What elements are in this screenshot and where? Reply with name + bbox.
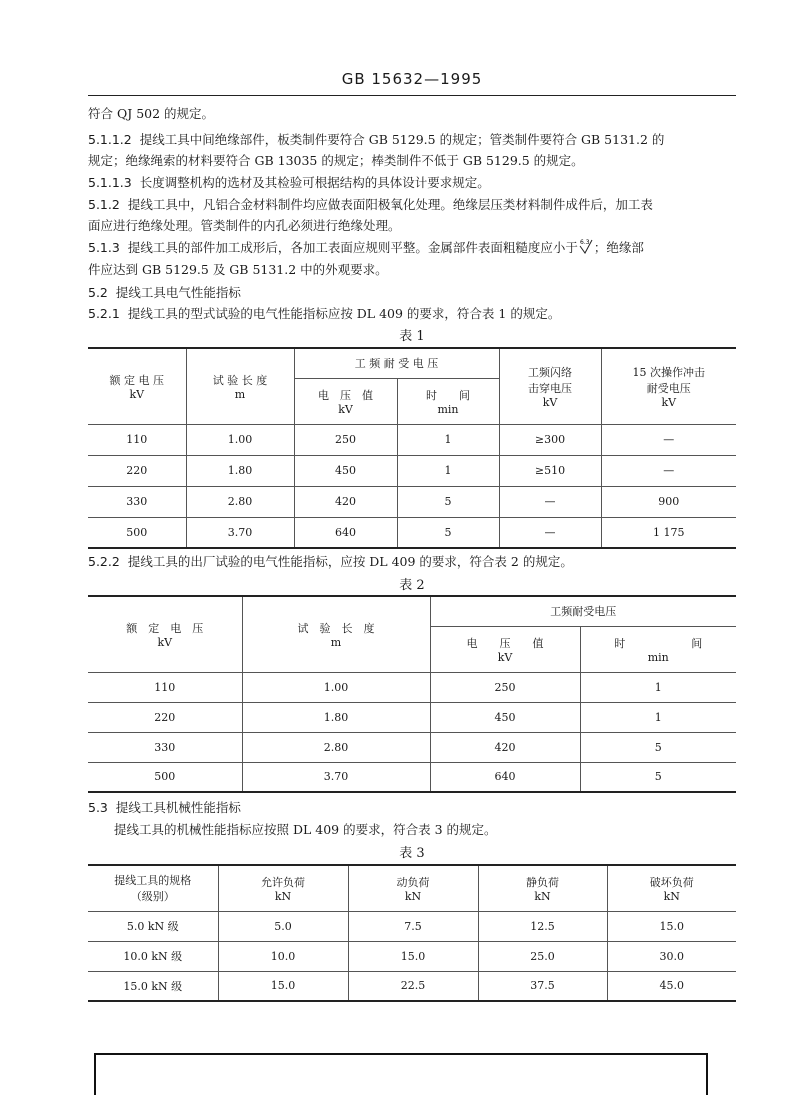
cell: 15.0 [607,911,736,941]
cell: 1 [397,455,499,486]
table2-caption: 表 2 [399,578,425,593]
cell: 45.0 [607,971,736,1001]
roughness-symbol [578,238,594,254]
cell: 450 [294,455,397,486]
cell: 330 [154,740,176,754]
cell: 7.5 [348,911,478,941]
clause-text: 提线工具的型式试验的电气性能指标应按 DL 409 的要求，符合表 1 的规定。 [127,306,561,321]
table-row [88,941,736,971]
clause-5-1-2-cont: 面应进行绝缘处理。管类制件的内孔必须进行绝缘处理。 [88,218,401,233]
cell: 1 [580,702,736,732]
clause-text-end: ；绝缘部 [593,240,644,255]
cell: 2.80 [242,732,430,762]
cell: 3.70 [186,517,294,548]
cell: 1.80 [186,455,294,486]
cell: 1.00 [242,672,430,702]
clause-text: 提线工具中，凡铝合金材料制件均应做表面阳极氧化处理。绝缘层压类材料制件成件后，加工表 [127,197,653,212]
cell: 500 [126,525,148,539]
t3-header-allowable: 允许负荷 kN [218,865,348,911]
table-row [88,672,736,702]
clause-text: 提线工具的出厂试验的电气性能指标，应按 DL 409 的要求，符合表 2 的规定。 [127,554,573,569]
section-5-3-heading [88,798,241,818]
cell: 110 [154,680,176,694]
cell: 3.70 [242,762,430,792]
table-row [88,702,736,732]
clause-text: 提线工具中间绝缘部件，板类制件要符合 GB 5129.5 的规定；管类制件要符合 GB 5131.2 的 [139,132,665,147]
t1-header-flashover: 工频闪络 击穿电压 kV [499,348,601,424]
clause-number: 5.1.2 [88,197,120,212]
t2-header-time: 时 间 min [580,626,736,672]
cell: 22.5 [348,971,478,1001]
cell: 2.80 [186,486,294,517]
cell: 450 [430,702,580,732]
cell: ≥510 [499,455,601,486]
cell: — [601,424,736,455]
cell: 15.0 [348,941,478,971]
cell: 25.0 [478,941,607,971]
table1 [88,347,736,549]
table-row [88,732,736,762]
cell: — [499,486,601,517]
cell: 640 [294,517,397,548]
t1-header-power-frequency: 工 频 耐 受 电 压 [294,348,499,378]
clause-5-1-3 [88,238,644,258]
cell: 220 [154,710,176,724]
cell: ≥300 [499,424,601,455]
clause-number: 5.1.3 [88,240,120,255]
table-row [88,911,736,941]
t2-header-power-frequency: 工频耐受电压 [430,596,736,626]
table-row [88,486,736,517]
table-row [88,971,736,1001]
table-row [88,424,736,455]
section-5-2-heading [88,283,241,303]
clause-5-1-1-3 [88,173,490,193]
header-rule [88,95,736,96]
cell: — [499,517,601,548]
clause-number: 5.1.1.3 [88,175,132,190]
clause-5-2-2 [88,552,573,572]
cell: 1.80 [242,702,430,732]
clause-number: 5.2.2 [88,554,120,569]
t1-header-value: 电 压 值 kV [294,378,397,424]
t2-header-value: 电 压 值 kV [430,626,580,672]
clause-5-1-1-2-cont: 规定；绝缘绳索的材料要符合 GB 13035 的规定；棒类制件不低于 GB 5129.5 的规定。 [88,153,584,168]
cell: 5 [397,517,499,548]
t2-header-voltage: 额 定 电 压 kV [88,596,242,672]
t1-header-time: 时 间 min [397,378,499,424]
cell: 250 [294,424,397,455]
cell: 500 [154,770,176,784]
cell: 10.0 [218,941,348,971]
table3 [88,864,736,1002]
clause-number: 5.1.1.2 [88,132,132,147]
cell: 5 [580,732,736,762]
paragraph-continuation: 符合 QJ 502 的规定。 [88,106,215,121]
cell: 5 [397,486,499,517]
t3-header-dynamic: 动负荷 kN [348,865,478,911]
cell: 330 [126,495,148,508]
clause-5-1-3-cont: 件应达到 GB 5129.5 及 GB 5131.2 中的外观要求。 [88,262,388,277]
cell: 1.00 [186,424,294,455]
cell: 220 [126,464,148,477]
bottom-frame [94,1053,708,1095]
section-title: 提线工具机械性能指标 [115,800,241,815]
document-header: GB 15632—1995 [341,70,483,88]
cell: 1 [397,424,499,455]
t1-header-voltage: 额 定 电 压 kV [88,348,186,424]
cell: 250 [430,672,580,702]
section-title: 提线工具电气性能指标 [115,285,241,300]
cell: 30.0 [607,941,736,971]
table3-caption: 表 3 [399,846,425,861]
clause-text: 提线工具的部件加工成形后，各加工表面应规则平整。金属部件表面粗糙度应小于 [127,240,578,255]
cell: 1 [580,672,736,702]
cell: 15.0 [218,971,348,1001]
table2 [88,595,736,793]
cell: 12.5 [478,911,607,941]
clause-text: 长度调整机构的选材及其检验可根据结构的具体设计要求规定。 [139,175,490,190]
t2-header-length: 试 验 长 度 m [242,596,430,672]
t3-header-static: 静负荷 kN [478,865,607,911]
section-5-3-text: 提线工具的机械性能指标应按照 DL 409 的要求，符合表 3 的规定。 [114,822,497,837]
t1-header-impulse: 15 次操作冲击 耐受电压 kV [601,348,736,424]
cell: 5.0 kN 级 [126,920,179,933]
section-number: 5.2 [88,285,108,300]
table-row [88,455,736,486]
cell: 10.0 kN 级 [123,950,183,963]
cell: 420 [294,486,397,517]
cell: 900 [601,486,736,517]
t3-header-breaking: 破坏负荷 kN [607,865,736,911]
clause-number: 5.2.1 [88,306,120,321]
t3-header-spec: 提线工具的规格 （级别） [114,874,192,904]
cell: 5 [580,762,736,792]
section-number: 5.3 [88,800,108,815]
cell: 15.0 kN 级 [123,979,183,993]
clause-5-2-1 [88,304,560,324]
cell: 37.5 [478,971,607,1001]
cell: 1 175 [601,517,736,548]
roughness-value: 6.3 [579,239,590,246]
cell: — [601,455,736,486]
cell: 110 [126,433,148,446]
cell: 640 [430,762,580,792]
clause-5-1-2 [88,195,653,215]
table-row [88,517,736,548]
table1-caption: 表 1 [399,329,425,344]
cell: 5.0 [218,911,348,941]
t1-header-length: 试 验 长 度 m [186,348,294,424]
clause-5-1-1-2 [88,130,664,150]
cell: 420 [430,732,580,762]
table-row [88,762,736,792]
